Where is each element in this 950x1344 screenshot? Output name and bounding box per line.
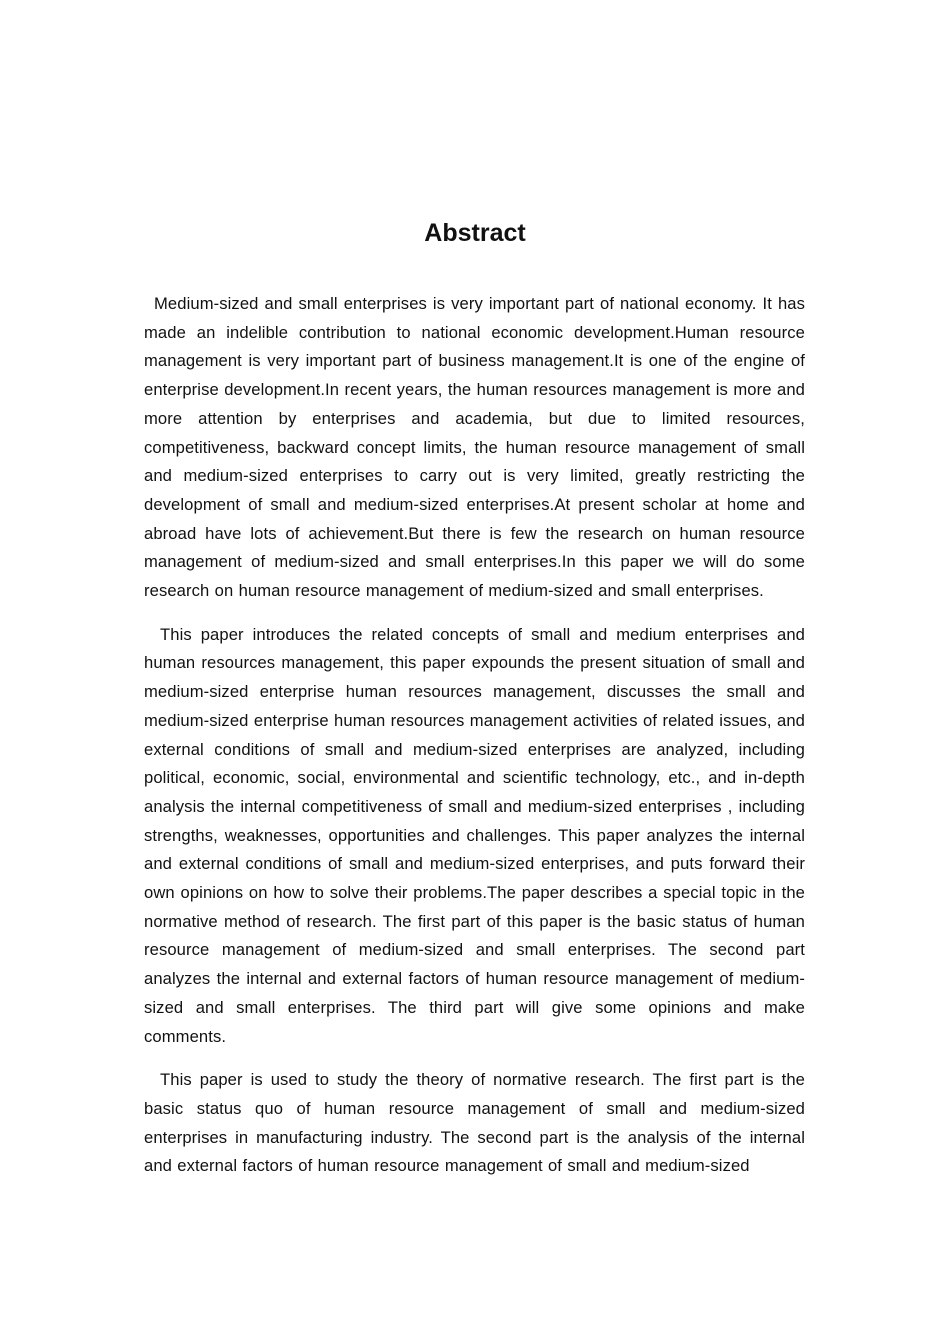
abstract-paragraph-3: This paper is used to study the theory of normative research. The first part is the basic status quo of human resource management of small and medium-sized enterprises in manufacturing industry. The second part is the analysis of the internal and external factors of human resource management of small and medium-sized [144, 1070, 805, 1176]
abstract-body [144, 290, 805, 1210]
abstract-paragraph-1: Medium-sized and small enterprises is very important part of national economy. It has made an indelible contribution to national economic development.Human resource management is very important part of business management.It is one of the engine of enterprise development.In recent years, the human resources management is more and more attention by enterprises and academia, but due to limited resources, competitiveness, backward concept limits, the human resource management of small and medium-sized enterprises to carry out is very limited, greatly restricting the development of small and medium-sized enterprises.At present scholar at home and abroad have lots of achievement.But there is few the research on human resource management of medium-sized and small enterprises.In this paper we will do some research on human resource management of medium-sized and small enterprises. [144, 294, 805, 601]
abstract-paragraph-2: This paper introduces the related concepts of small and medium enterprises and human resources management, this paper expounds the present situation of small and medium-sized enterprise human resources management, discusses the small and medium-sized enterprise human resources management activities of related issues, and external conditions of small and medium-sized enterprises are analyzed, including political, economic, social, environmental and scientific technology, etc., and in-depth analysis the internal competitiveness of small and medium-sized enterprises , including strengths, weaknesses, opportunities and challenges. This paper analyzes the internal and external conditions of small and medium-sized enterprises, and puts forward their own opinions on how to solve their problems.The paper describes a special topic in the normative method of research. The first part of this paper is the basic status of human resource management of medium-sized and small enterprises. The second part analyzes the internal and external factors of human resource management of medium-sized and small enterprises. The third part will give some opinions and make comments. [144, 624, 805, 1046]
page-title: Abstract [424, 219, 526, 247]
